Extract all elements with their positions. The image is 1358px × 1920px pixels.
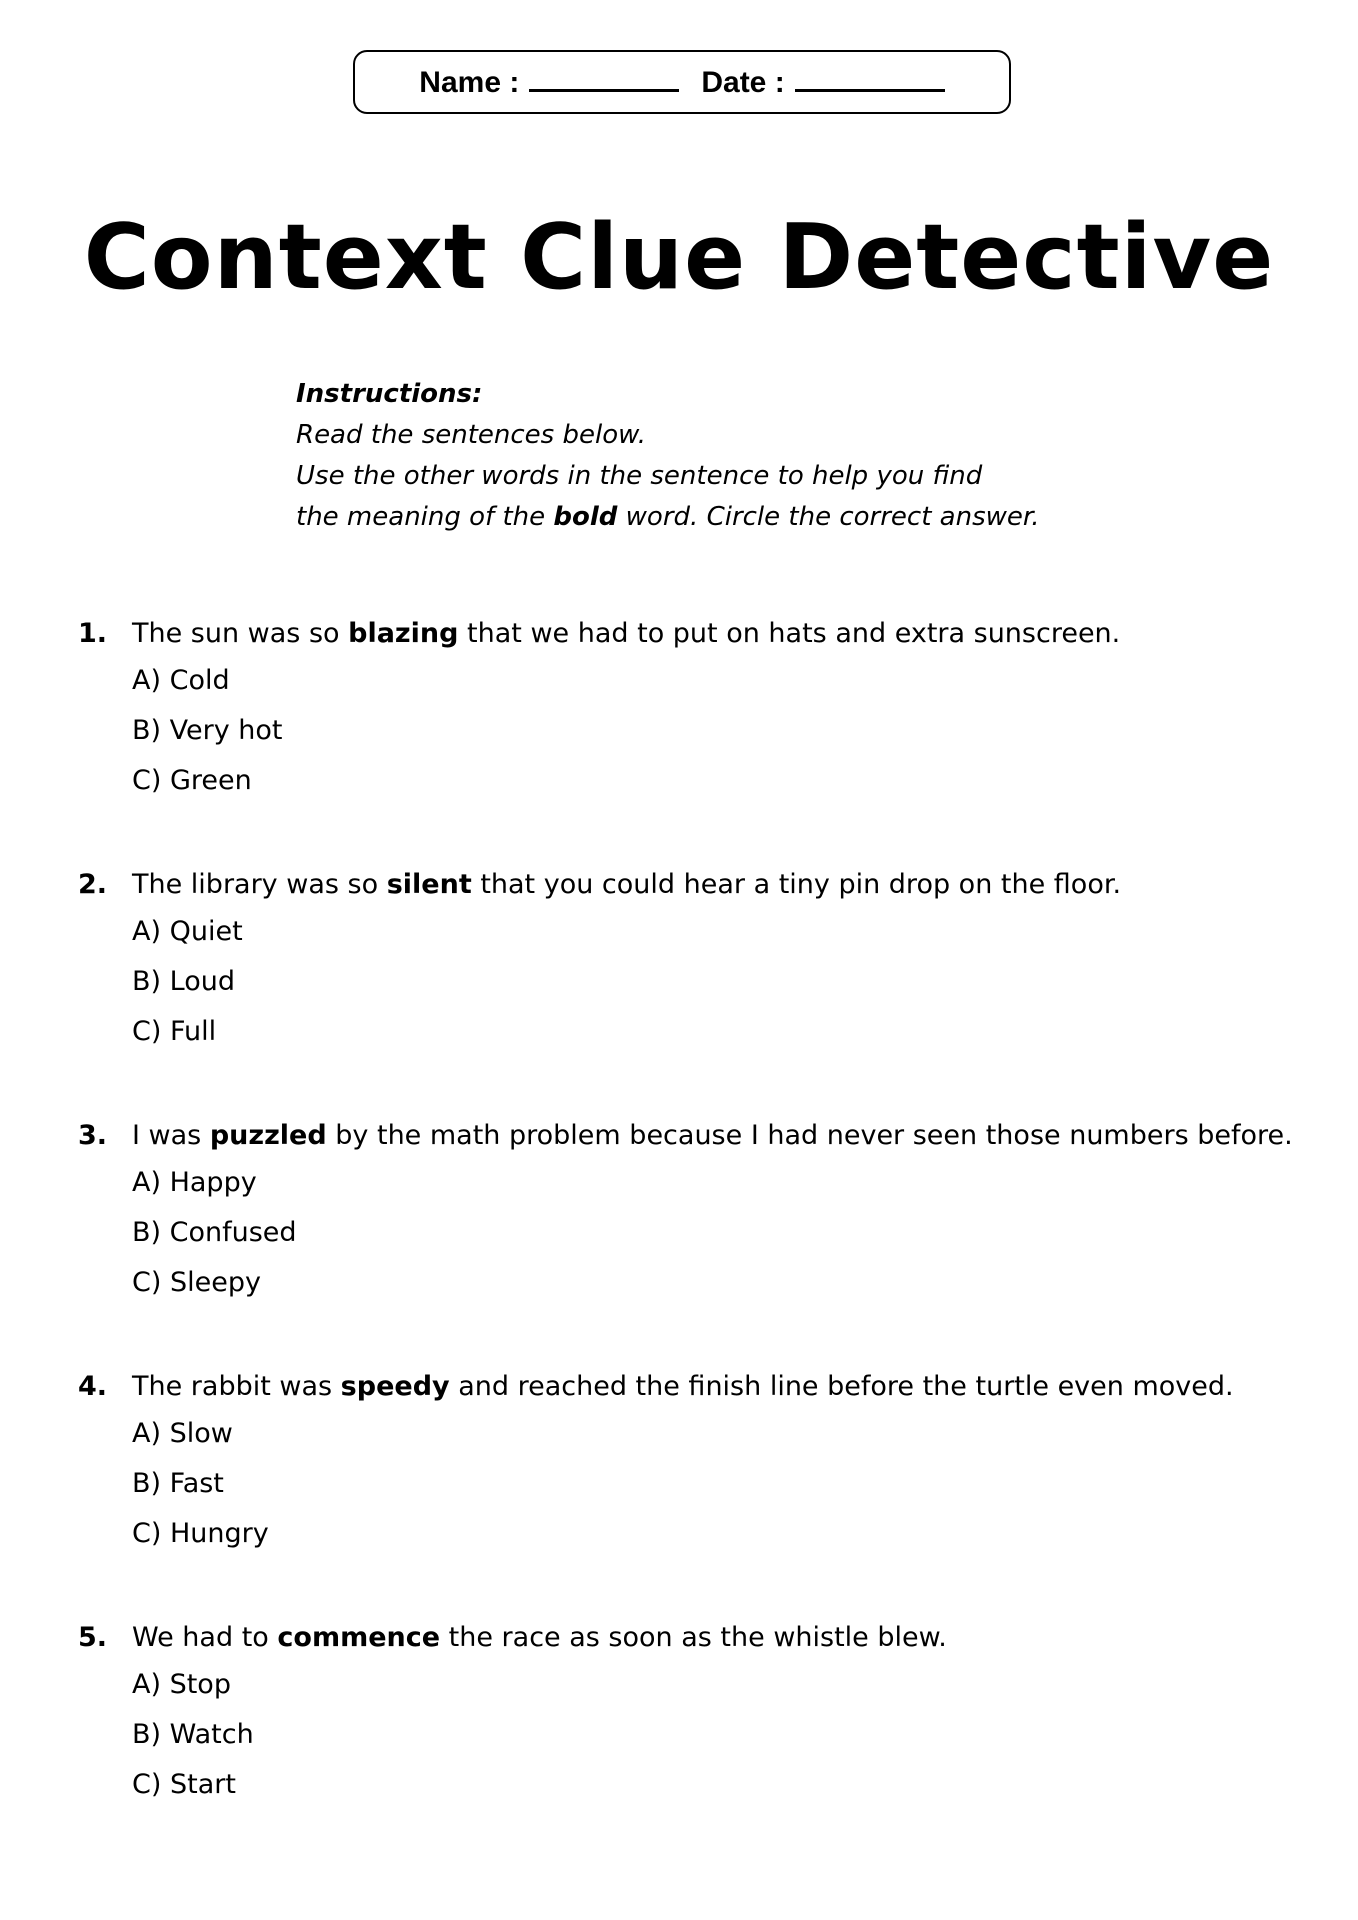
option-a[interactable]: A) Cold [132, 665, 230, 696]
question-text: The sun was so blazing that we had to put on hats and extra sunscreen. [132, 618, 1121, 649]
instructions-text: the meaning of the [296, 502, 554, 532]
date-blank-line[interactable] [795, 65, 945, 92]
option-b[interactable]: B) Loud [132, 966, 235, 997]
option-b[interactable]: B) Confused [132, 1217, 297, 1248]
question-text: We had to commence the race as soon as the whistle blew. [132, 1622, 947, 1653]
answer-options [132, 656, 1338, 806]
question-text: I was puzzled by the math problem because I had never seen those numbers before. [132, 1120, 1293, 1151]
question-5 [78, 1616, 1338, 1867]
option-c[interactable]: C) Start [132, 1769, 236, 1800]
option-b[interactable]: B) Fast [132, 1468, 224, 1499]
question-prompt [78, 1365, 1338, 1409]
name-field[interactable] [419, 65, 679, 100]
question-4 [78, 1365, 1338, 1616]
name-blank-line[interactable] [529, 65, 679, 92]
instructions-line-1: Read the sentences below. [296, 420, 646, 450]
option-a[interactable]: A) Slow [132, 1418, 233, 1449]
target-word: puzzled [209, 1120, 327, 1151]
question-text: The library was so silent that you could hear a tiny pin drop on the floor. [132, 869, 1122, 900]
question-number: 1. [78, 618, 108, 649]
answer-options [132, 907, 1338, 1057]
target-word: blazing [348, 618, 459, 649]
question-3 [78, 1114, 1338, 1365]
answer-options [132, 1409, 1338, 1559]
question-prompt [78, 1616, 1338, 1660]
option-a[interactable]: A) Stop [132, 1669, 231, 1700]
instructions-block [296, 374, 1116, 538]
instructions-line-3 [296, 497, 1116, 538]
question-number: 3. [78, 1120, 108, 1151]
instructions-bold-word: bold [553, 502, 618, 532]
option-c[interactable]: C) Full [132, 1016, 217, 1047]
answer-options [132, 1660, 1338, 1810]
option-c[interactable]: C) Green [132, 765, 252, 796]
instructions-line-2: Use the other words in the sentence to help you find [296, 461, 983, 491]
option-c[interactable]: C) Sleepy [132, 1267, 261, 1298]
question-1 [78, 612, 1338, 863]
option-a[interactable]: A) Happy [132, 1167, 257, 1198]
instructions-text: word. Circle the correct answer. [617, 502, 1040, 532]
instructions-heading: Instructions: [296, 379, 483, 409]
question-number: 5. [78, 1622, 108, 1653]
worksheet-title: Context Clue Detective [83, 205, 1275, 310]
question-number: 2. [78, 869, 108, 900]
question-list [78, 612, 1338, 1867]
question-prompt [78, 863, 1338, 907]
question-2 [78, 863, 1338, 1114]
question-prompt [78, 1114, 1338, 1158]
date-field[interactable] [701, 65, 944, 100]
question-number: 4. [78, 1371, 108, 1402]
answer-options [132, 1158, 1338, 1308]
name-date-box [353, 50, 1011, 114]
option-a[interactable]: A) Quiet [132, 916, 243, 947]
target-word: speedy [340, 1371, 450, 1402]
question-text: The rabbit was speedy and reached the finish line before the turtle even moved. [132, 1371, 1234, 1402]
target-word: silent [386, 869, 472, 900]
option-c[interactable]: C) Hungry [132, 1518, 269, 1549]
date-label: Date : [701, 65, 785, 99]
name-label: Name : [419, 65, 520, 99]
target-word: commence [277, 1622, 441, 1653]
option-b[interactable]: B) Very hot [132, 715, 283, 746]
option-b[interactable]: B) Watch [132, 1719, 254, 1750]
question-prompt [78, 612, 1338, 656]
